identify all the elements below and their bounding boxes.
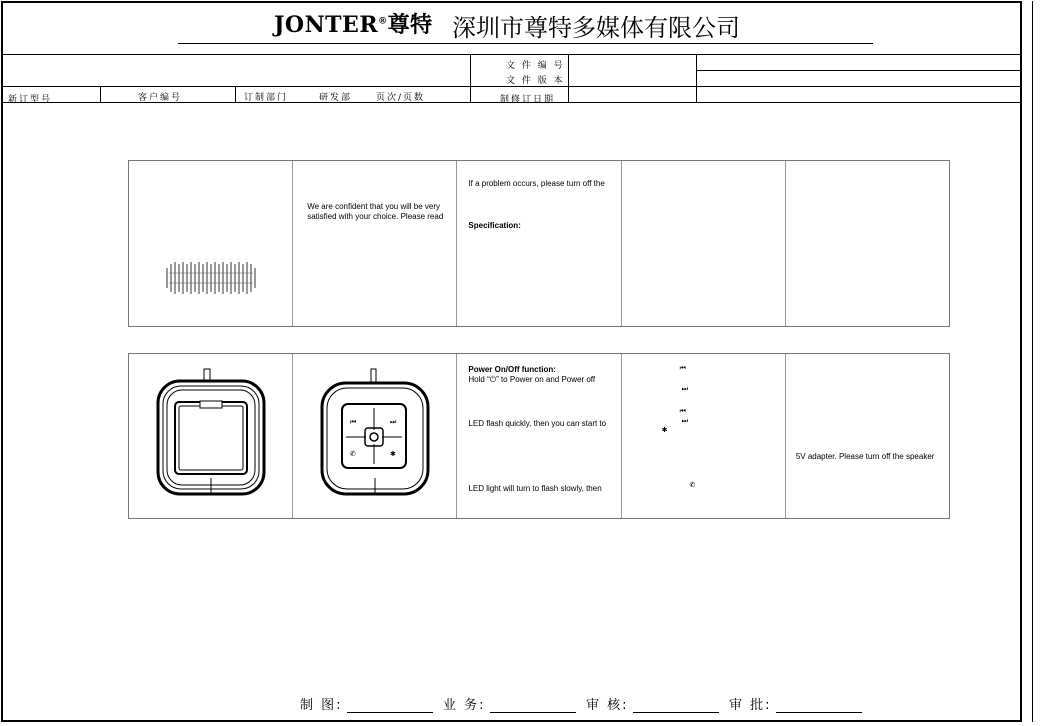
footer-business <box>443 694 576 713</box>
header-vline-3 <box>696 54 697 102</box>
header-line-2 <box>3 86 1022 87</box>
led-quick-text: LED flash quickly, then you can start to <box>468 419 607 428</box>
intro-text-line-1: We are confident that you will be very <box>307 202 441 211</box>
next-track-icon-2: ⏭ <box>681 417 688 425</box>
brand-mark: ® <box>378 16 388 27</box>
phone-icon: ✆ <box>689 481 696 489</box>
top-panel-4 <box>622 161 786 326</box>
header-label-model: 新订型号 <box>8 95 53 105</box>
svg-text:⏭: ⏭ <box>390 418 397 426</box>
bottom-panel-row <box>128 353 950 519</box>
bottom-panel-2 <box>293 354 457 518</box>
top-panel-1 <box>129 161 293 326</box>
speaker-grille-image <box>165 258 265 298</box>
header-vline-2 <box>568 54 569 102</box>
signature-line-drawing <box>347 700 433 713</box>
header-label-revision-date: 制修订日期 <box>500 95 556 105</box>
next-track-icon: ⏭ <box>681 385 688 393</box>
company-name: 深圳市尊特多媒体有限公司 <box>452 14 740 42</box>
footer-drawing <box>300 694 433 713</box>
brand-logo <box>274 8 433 39</box>
header-line-1 <box>3 54 1022 55</box>
adapter-text: 5V adapter. Please turn off the speaker <box>795 452 935 461</box>
doc-number-label: 文 件 编 号 <box>506 61 565 71</box>
header-label-pages: 页次/页数 <box>376 93 426 103</box>
bottom-panel-1 <box>129 354 293 518</box>
signature-line-review <box>633 700 719 713</box>
footer-label-review: 审 核: <box>586 698 629 713</box>
top-panel-5 <box>786 161 949 326</box>
signature-line-approve <box>776 700 862 713</box>
top-panel-3 <box>457 161 621 326</box>
frame-right-edge <box>1032 1 1033 722</box>
prev-track-icon: ⏮ <box>679 364 686 372</box>
brand-name: JONTER <box>274 12 379 38</box>
svg-text:✱: ✱ <box>390 450 397 458</box>
problem-text: If a problem occurs, please turn off the <box>468 179 605 188</box>
footer-label-approve: 审 批: <box>729 698 772 713</box>
svg-text:✆: ✆ <box>350 450 357 458</box>
footer-review <box>586 694 719 713</box>
signature-line-business <box>490 700 576 713</box>
footer-approve <box>729 694 862 713</box>
top-panel-row <box>128 160 950 327</box>
bottom-panel-3 <box>457 354 621 518</box>
footer-label-business: 业 务: <box>443 698 486 713</box>
header-line-right <box>696 70 1022 71</box>
bluetooth-icon: ✱ <box>661 426 668 434</box>
bottom-panel-4 <box>622 354 786 518</box>
title-rule <box>178 43 873 44</box>
footer-label-drawing: 制 图: <box>300 698 343 713</box>
header-vline-5 <box>235 86 236 102</box>
top-panel-2 <box>293 161 457 326</box>
header-label-customer: 客户编号 <box>138 93 183 103</box>
doc-version-label: 文 件 版 本 <box>506 76 565 86</box>
spec-heading: Specification: <box>468 221 521 230</box>
led-slow-text: LED light will turn to flash slowly, then <box>468 484 602 493</box>
bottom-panel-5 <box>786 354 949 518</box>
intro-text-line-2: satisfied with your choice. Please read <box>307 212 444 221</box>
header-vline-4 <box>100 86 101 102</box>
svg-text:⏮: ⏮ <box>350 418 357 426</box>
header-vline-1 <box>470 54 471 102</box>
brand-cn: 尊特 <box>387 12 433 38</box>
header-label-department: 订制部门 <box>244 93 289 103</box>
power-heading: Power On/Off function: <box>468 365 556 374</box>
header-label-rnd: 研发部 <box>319 93 353 103</box>
speaker-front-illustration <box>320 368 432 496</box>
prev-track-icon-2: ⏮ <box>679 407 686 415</box>
speaker-back-illustration <box>156 368 268 496</box>
power-text: Hold “⏻” to Power on and Power off <box>468 375 596 384</box>
